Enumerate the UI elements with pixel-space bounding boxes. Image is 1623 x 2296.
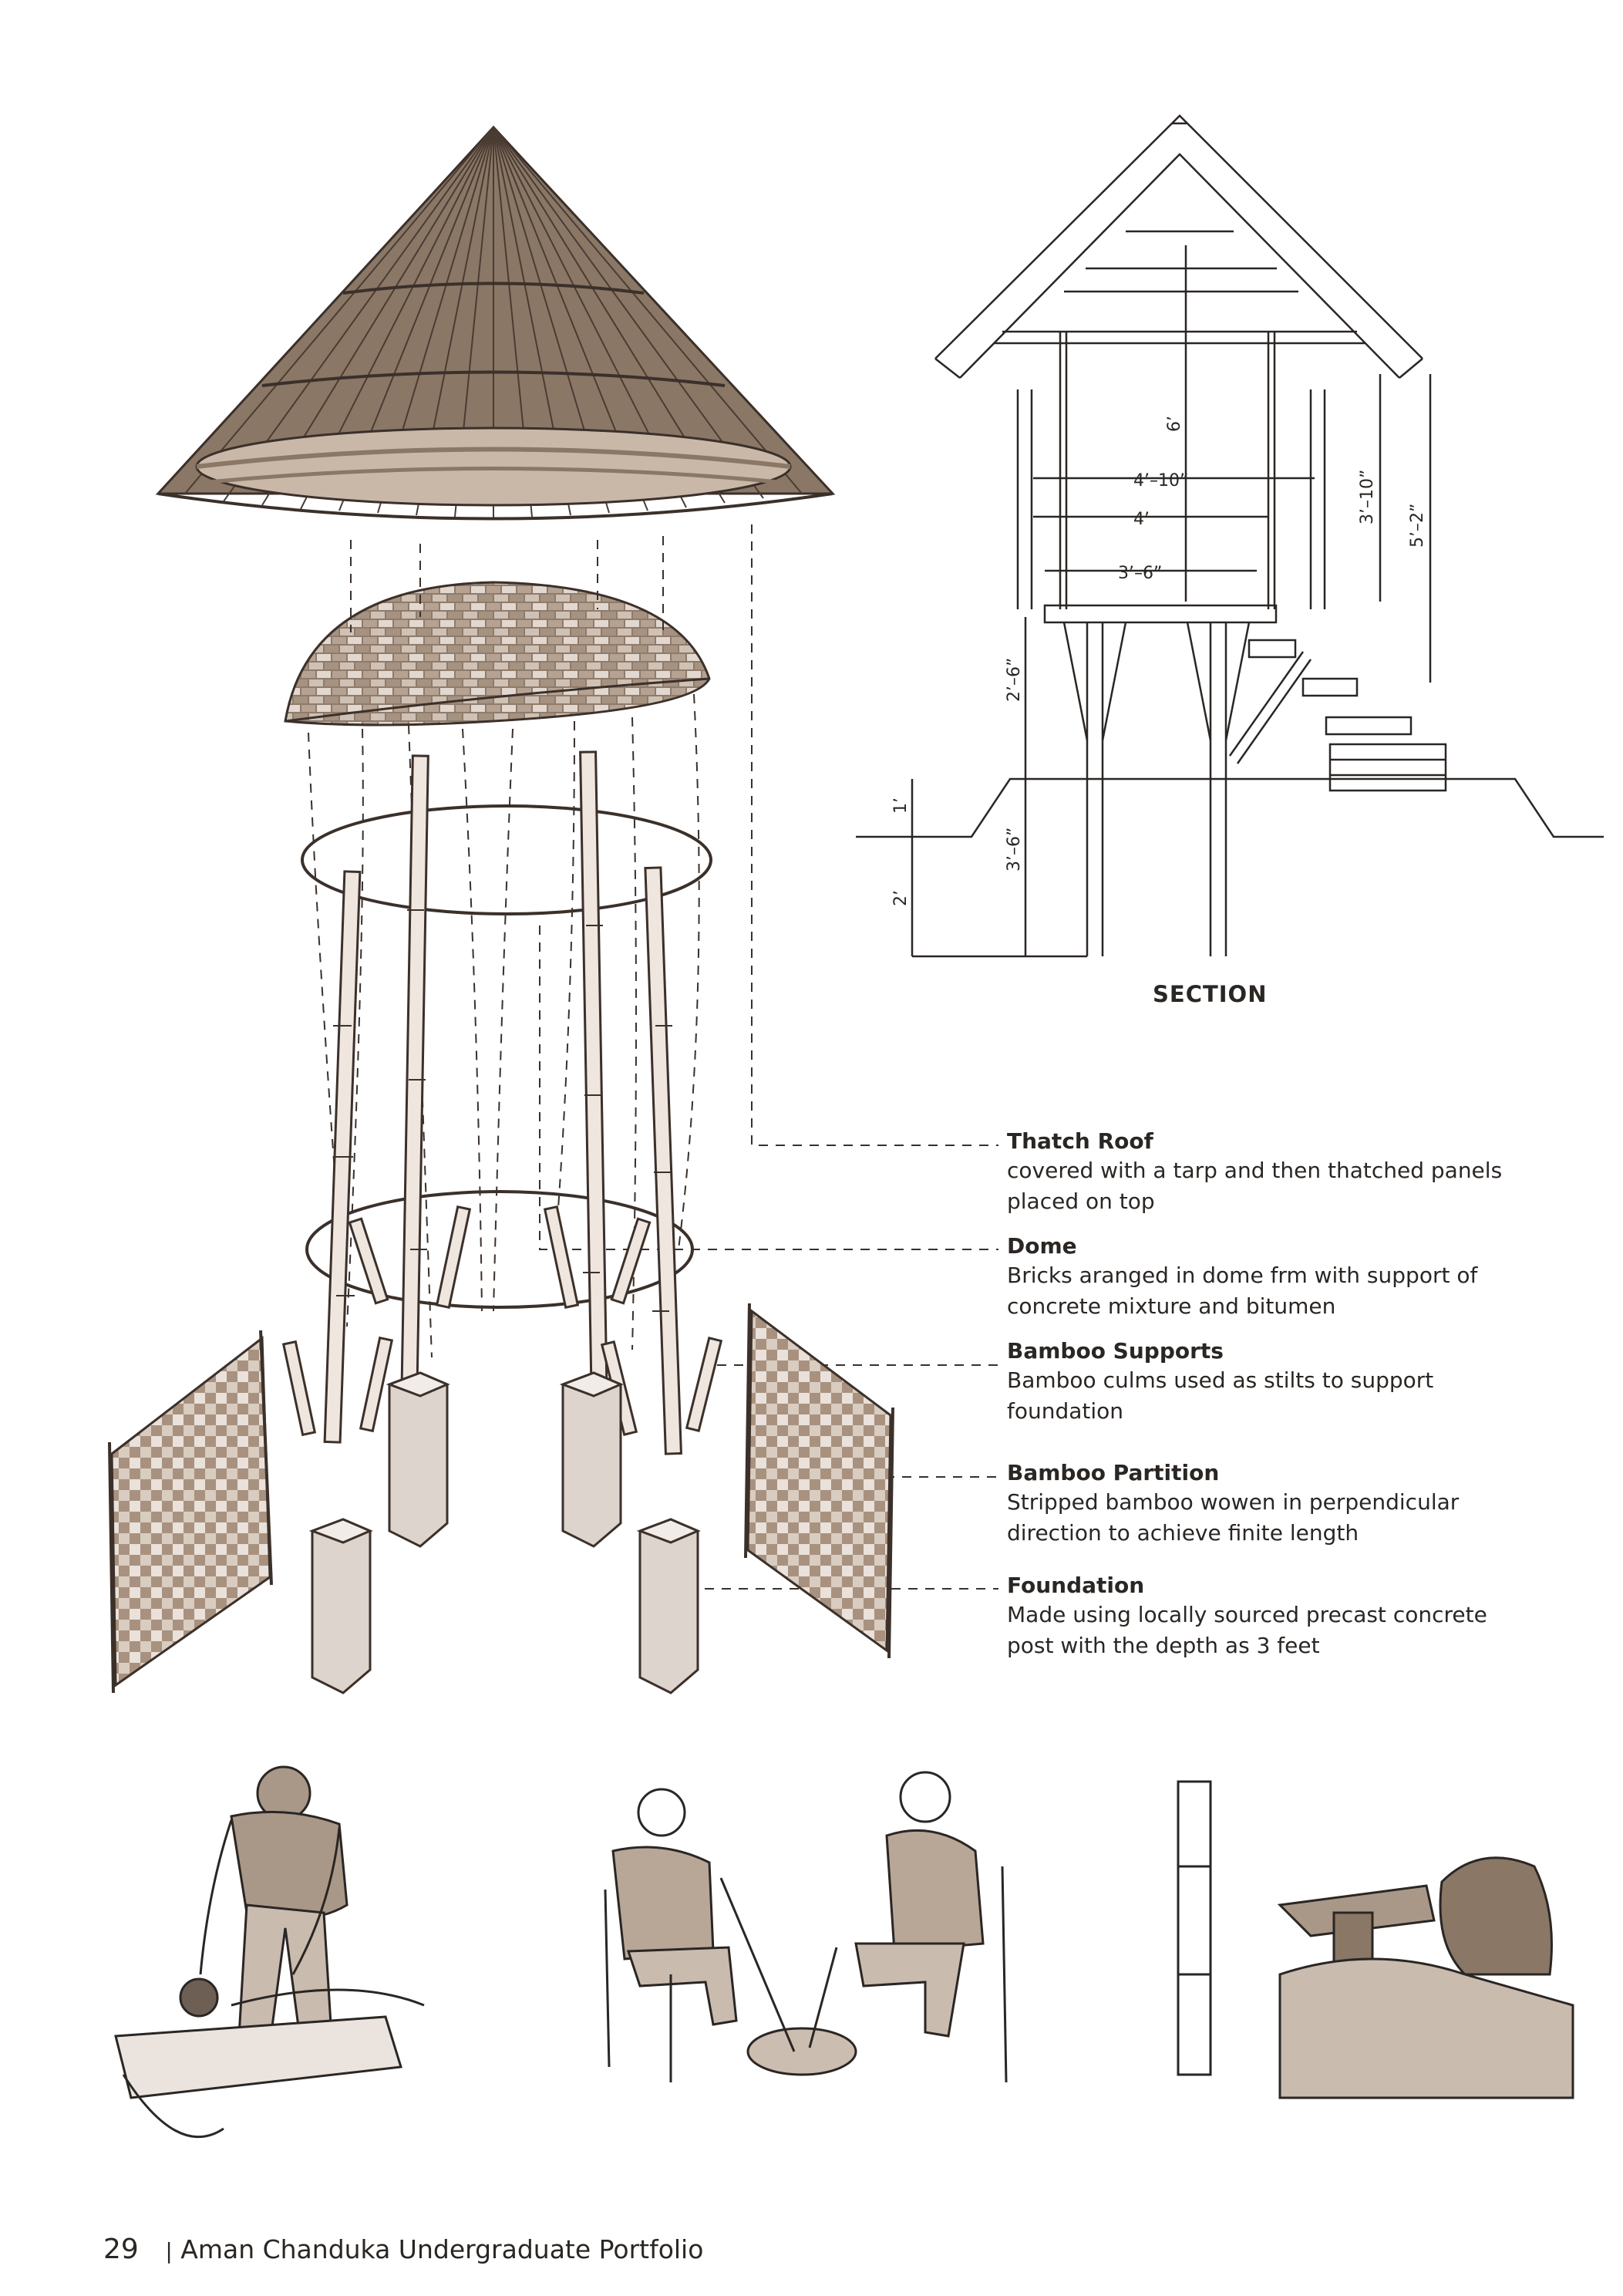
- label-desc-line: covered with a tarp and then thatched panels: [1007, 1158, 1503, 1183]
- label-desc-line: Bamboo culms used as stilts to support: [1007, 1367, 1434, 1393]
- footer-separator: |: [165, 2238, 173, 2264]
- label-desc-line: placed on top: [1007, 1188, 1155, 1214]
- sketch-cutting-worker: [116, 1767, 424, 2137]
- dim-1: 1’: [891, 797, 911, 814]
- dim-4: 4’: [1133, 510, 1150, 529]
- label-desc-line: Made using locally sourced precast concrete: [1007, 1602, 1487, 1627]
- dim-2: 2’: [891, 890, 911, 906]
- footer-text: Aman Chanduka Undergraduate Portfolio: [180, 2234, 704, 2264]
- sketch-mixing-women: [605, 1772, 1006, 2082]
- sketch-drilling-worker: [1178, 1782, 1573, 2098]
- label-desc-line: concrete mixture and bitumen: [1007, 1293, 1336, 1319]
- dim-4-10: 4’–10”: [1133, 471, 1189, 491]
- footer: [103, 2234, 703, 2265]
- label-desc-line: direction to achieve finite length: [1007, 1520, 1359, 1546]
- section-title: SECTION: [1153, 981, 1268, 1007]
- dim-6: 6’: [1165, 416, 1184, 432]
- dim-3-10: 3’–10”: [1358, 469, 1377, 524]
- dim-3-6-side: 3’–6”: [1005, 827, 1024, 872]
- label-title: Dome: [1007, 1233, 1077, 1259]
- page-number: 29: [103, 2234, 139, 2265]
- label-desc-line: post with the depth as 3 feet: [1007, 1633, 1320, 1658]
- dim-3-6-top: 3’–6”: [1118, 564, 1163, 583]
- label-title: Foundation: [1007, 1573, 1145, 1598]
- label-desc-line: foundation: [1007, 1398, 1124, 1424]
- label-desc-line: Stripped bamboo wowen in perpendicular: [1007, 1489, 1460, 1515]
- dim-5-2: 5’–2”: [1408, 503, 1427, 548]
- dim-2-6: 2’–6”: [1005, 657, 1024, 702]
- label-title: Bamboo Supports: [1007, 1338, 1224, 1364]
- label-title: Bamboo Partition: [1007, 1460, 1220, 1485]
- label-desc-line: Bricks aranged in dome frm with support of: [1007, 1263, 1478, 1288]
- label-title: Thatch Roof: [1007, 1128, 1153, 1154]
